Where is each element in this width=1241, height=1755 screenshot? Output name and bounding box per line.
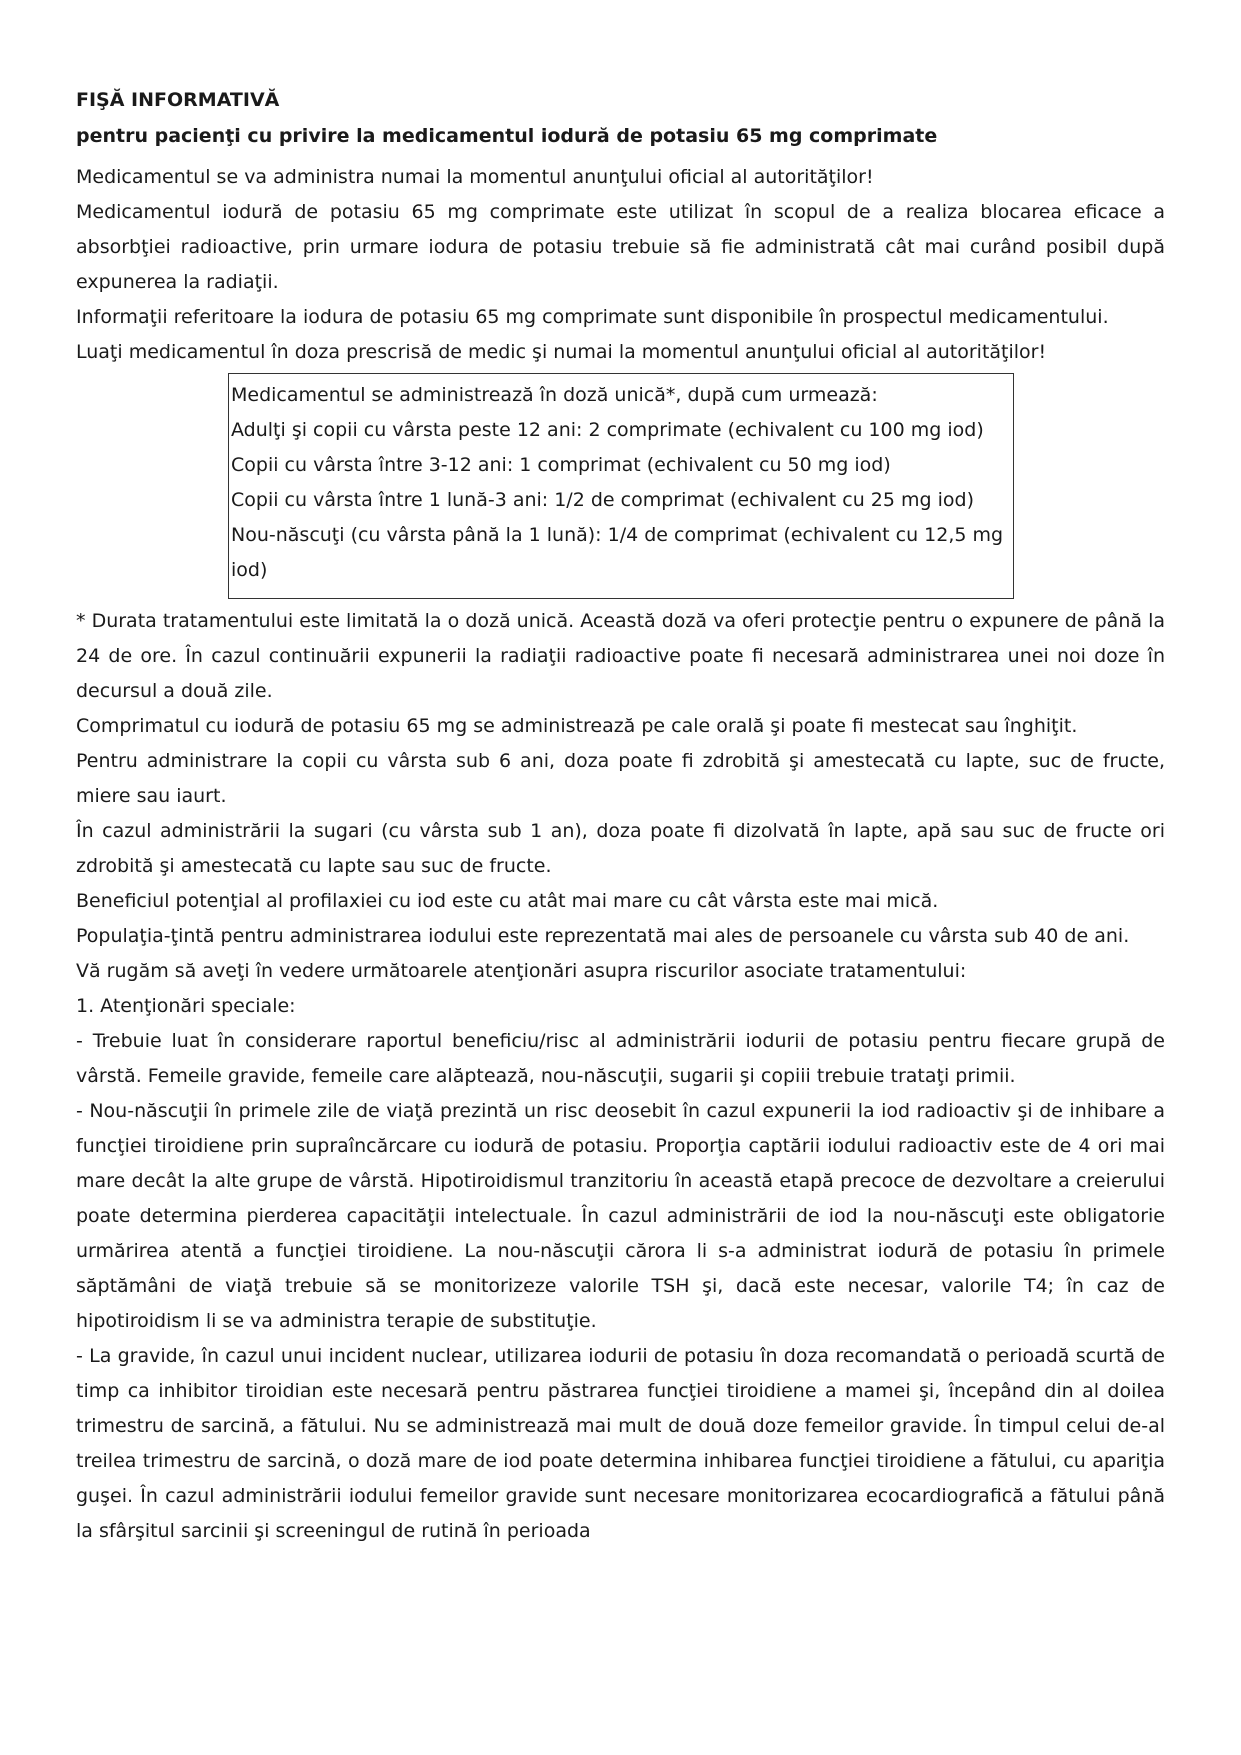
document-title: FIŞĂ INFORMATIVĂ (76, 89, 280, 111)
document-subtitle: pentru pacienţi cu privire la medicamentul iodură de potasiu 65 mg comprimate (76, 125, 938, 147)
dosage-line: Nou-născuţi (cu vârsta până la 1 lună): 1/4 de comprimat (echivalent cu 12,5 mg iod) (231, 524, 1004, 581)
intro-paragraph: Informaţii referitoare la iodura de potasiu 65 mg comprimate sunt disponibile în prospectul medicamentului. (76, 306, 1109, 328)
dosage-line: Copii cu vârsta între 3-12 ani: 1 comprimat (echivalent cu 50 mg iod) (231, 454, 891, 476)
body-paragraph: Vă rugăm să aveţi în vedere următoarele atenţionări asupra riscurilor asociate tratamentului: (76, 960, 967, 982)
body-paragraph: Comprimatul cu iodură de potasiu 65 mg se administrează pe cale orală şi poate fi mestecat sau înghiţit. (76, 715, 1078, 737)
body-paragraph: - Trebuie luat în considerare raportul beneficiu/risc al administrării iodurii de potasiu pentru fiecare grupă de vârstă. Femeile gravide, femeile care alăptează, nou-născuţii, sugarii şi copiii trebuie trataţi primii. (76, 1030, 1165, 1087)
dosage-line: Adulţi şi copii cu vârsta peste 12 ani: 2 comprimate (echivalent cu 100 mg iod) (231, 419, 984, 441)
dosage-line: Medicamentul se administrează în doză unică*, după cum urmează: (231, 384, 878, 406)
body-paragraph: Populaţia-ţintă pentru administrarea iodului este reprezentată mai ales de persoanele cu vârsta sub 40 de ani. (76, 925, 1130, 947)
body-paragraph: * Durata tratamentului este limitată la o doză unică. Această doză va oferi protecţie pentru o expunere de până la 24 de ore. În cazul continuării expunerii la radiaţii radioactive poate fi necesară administrarea unei noi doze în decursul a două zile. (76, 610, 1165, 702)
body-paragraph: - La gravide, în cazul unui incident nuclear, utilizarea iodurii de potasiu în doza recomandată o perioadă scurtă de timp ca inhibitor tiroidian este necesară pentru păstrarea funcţiei tiroidiene a mamei şi, începând din al doilea trimestru de sarcină, a fătului. Nu se administrează mai mult de două doze femeilor gravide. În timpul celui de-al treilea trimestru de sarcină, o doză mare de iod poate determina inhibarea funcţiei tiroidiene a fătului, cu apariţia guşei. În cazul administrării iodului femeilor gravide sunt necesare monitorizarea ecocardiografică a fătului până la sfârşitul sarcinii şi screeningul de rutină în perioada (76, 1345, 1165, 1542)
section-heading: 1. Atenţionări speciale: (76, 995, 296, 1017)
dosage-line: Copii cu vârsta între 1 lună-3 ani: 1/2 de comprimat (echivalent cu 25 mg iod) (231, 489, 974, 511)
body-paragraph: - Nou-născuţii în primele zile de viaţă prezintă un risc deosebit în cazul expunerii la iod radioactiv şi de inhibare a funcţiei tiroidiene prin supraîncărcare cu iodură de potasiu. Proporţia captării iodului radioactiv este de 4 ori mai mare decât la alte grupe de vârstă. Hipotiroidismul tranzitoriu în această etapă precoce de dezvoltare a creierului poate determina pierderea capacităţii intelectuale. În cazul administrării de iod la nou-născuţi este obligatorie urmărirea atentă a funcţiei tiroidiene. La nou-născuţii cărora li s-a administrat iodură de potasiu în primele săptămâni de viaţă trebuie să se monitorizeze valorile TSH şi, dacă este necesar, valorile T4; în caz de hipotiroidism li se va administra terapie de substituţie. (76, 1100, 1165, 1332)
body-paragraph: Beneficiul potenţial al profilaxiei cu iod este cu atât mai mare cu cât vârsta este mai mică. (76, 890, 939, 912)
intro-paragraph: Luaţi medicamentul în doza prescrisă de medic şi numai la momentul anunţului oficial al autorităţilor! (76, 341, 1047, 363)
intro-paragraph: Medicamentul se va administra numai la momentul anunţului oficial al autorităţilor! (76, 166, 874, 188)
dosage-box (228, 373, 1014, 599)
intro-paragraph: Medicamentul iodură de potasiu 65 mg comprimate este utilizat în scopul de a realiza blocarea eficace a absorbţiei radioactive, prin urmare iodura de potasiu trebuie să fie administrată cât mai curând posibil după expunerea la radiaţii. (76, 201, 1165, 293)
body-paragraph: În cazul administrării la sugari (cu vârsta sub 1 an), doza poate fi dizolvată în lapte, apă sau suc de fructe ori zdrobită şi amestecată cu lapte sau suc de fructe. (76, 820, 1165, 877)
body-paragraph: Pentru administrare la copii cu vârsta sub 6 ani, doza poate fi zdrobită şi amestecată cu lapte, suc de fructe, miere sau iaurt. (76, 750, 1165, 807)
document-page (76, 82, 1165, 1549)
